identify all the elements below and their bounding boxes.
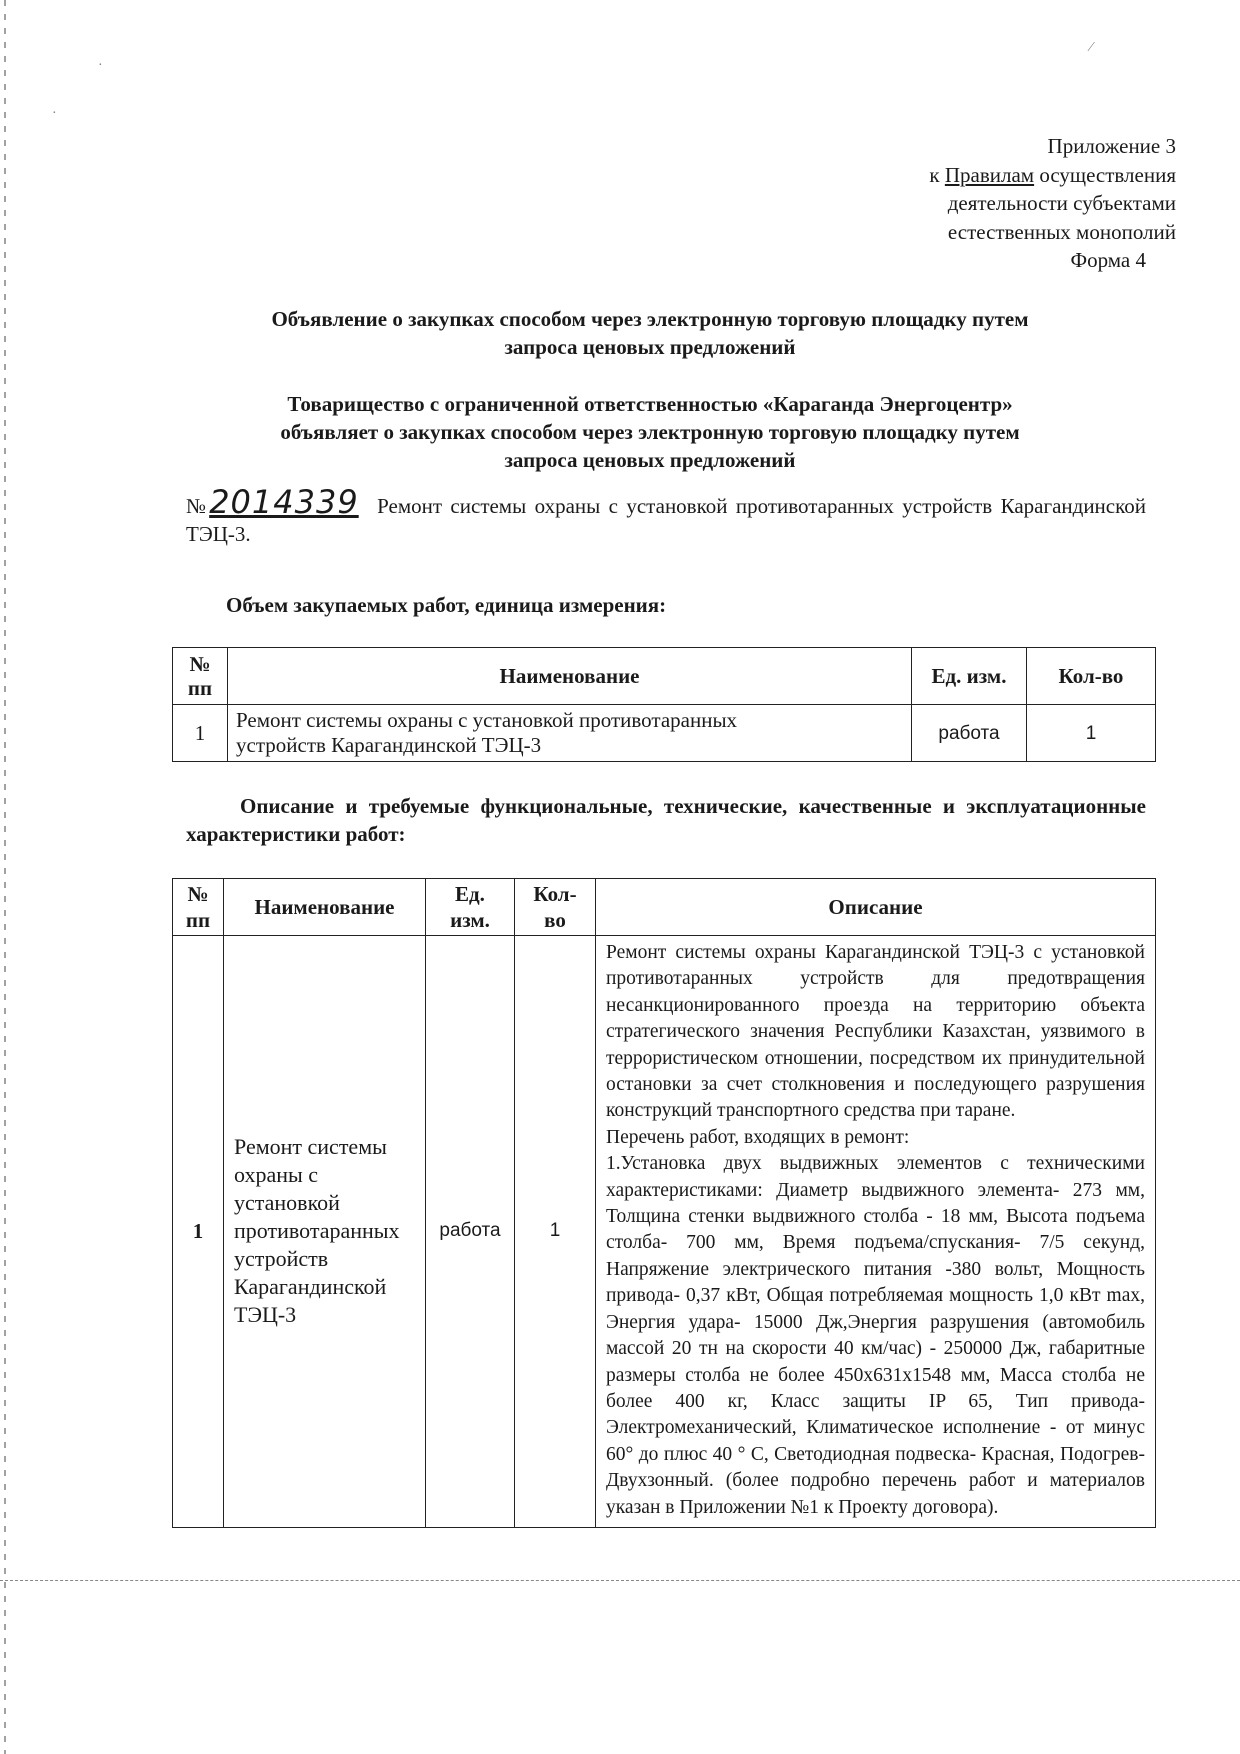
cell-no: 1 xyxy=(173,936,224,1528)
cell-description xyxy=(596,936,1156,1528)
scan-speck: ⁄ xyxy=(1090,40,1093,55)
description-paragraph: 1.Установка двух выдвижных элементов с техническими характеристиками: Диаметр выдвижного элемента- 273 мм, Толщина стенки выдвижного столба - 18 мм, Высота подъема столба- 700 мм, Время подъема/спускания- 7/5 секунд, Напряжение электрического питания -380 вольт, Мощность привода- 0,37 кВт, Общая потребляемая мощность 1,0 кВт max, Энергия удара- 15000 Дж,Энергия разрушения (автомобиль массой 20 тн на скорости 40 км/час) - 250000 Дж, габаритные размеры столба не более 450х631х1548 мм, Масса столба не более 400 кг, Класс защиты IP 65, Тип привода- Электромеханический, Климатическое исполнение - от минус 60° до плюс 40 ° С, Светодиодная подвеска- Красная, Подогрев- Двухзонный. (более подробно перечень работ и материалов указан в Приложении №1 к Проекту договора). xyxy=(606,1153,1145,1518)
form-number: Форма 4 xyxy=(1070,248,1146,272)
header-no: № пп xyxy=(173,879,224,936)
appendix-line: естественных монополий xyxy=(947,219,1176,244)
header-no: № пп xyxy=(173,648,228,705)
header-description: Описание xyxy=(596,879,1156,936)
scan-dashed-line xyxy=(0,1580,1240,1581)
appendix-line: Приложение 3 xyxy=(1047,134,1176,158)
cell-name: Ремонт системы охраны с установкой противотаранных устройств Карагандинской ТЭЦ-3 xyxy=(228,705,912,762)
cell-qty: 1 xyxy=(515,936,596,1528)
rules-link-text: Правилам xyxy=(944,162,1035,187)
header-unit: Ед. изм. xyxy=(912,648,1027,705)
volume-section-title: Объем закупаемых работ, единица измерения: xyxy=(226,593,667,617)
table-row xyxy=(173,936,1156,1528)
cell-no: 1 xyxy=(173,705,228,762)
cell-qty: 1 xyxy=(1027,705,1156,762)
header-unit: Ед. изм. xyxy=(426,879,515,936)
description-paragraph: Перечень работ, входящих в ремонт: xyxy=(606,1126,910,1148)
description-paragraph: Ремонт системы охраны Карагандинской ТЭЦ-3 с установкой противотаранных устройств для предотвращения несанкционированного проезда на территорию объекта стратегического значения Республики Казахстан, уязвимого в террористическом отношении, посредством их принудительной остановки за счет столкновения и последующего разрушения конструкций транспортного средства при таране. xyxy=(606,942,1145,1122)
lot-number-handwritten: 2014339 xyxy=(209,483,359,521)
scan-speck: · xyxy=(98,58,103,73)
lot-number-prefix: № xyxy=(186,494,210,518)
description-section-title: Описание и требуемые функциональные, технические, качественные и эксплуатационные характеристики работ: xyxy=(186,794,1146,846)
description-table xyxy=(172,878,1156,1528)
appendix-line: к Правилам осуществления xyxy=(929,162,1176,187)
lot-line xyxy=(186,483,1146,548)
scan-speck: · xyxy=(52,106,57,121)
header-name: Наименование xyxy=(228,648,912,705)
appendix-line: деятельности субъектами xyxy=(947,191,1176,215)
table-header-row xyxy=(173,879,1156,936)
organizer-heading: Товарищество с ограниченной ответственностью «Караганда Энергоцентр» объявляет о закупках способом через электронную торговую площадку путем запроса ценовых предложений xyxy=(280,392,1020,472)
table-row xyxy=(173,705,1156,762)
appendix-block xyxy=(929,132,1176,275)
announcement-heading: Объявление о закупках способом через электронную торговую площадку путем запроса ценовых предложений xyxy=(271,307,1029,359)
cell-name: Ремонт системы охраны с установкой противотаранных устройств Карагандинской ТЭЦ-3 xyxy=(224,936,426,1528)
header-qty: Кол- во xyxy=(515,879,596,936)
table-header-row xyxy=(173,648,1156,705)
cell-unit: работа xyxy=(426,936,515,1528)
volume-table xyxy=(172,647,1156,762)
header-qty: Кол-во xyxy=(1027,648,1156,705)
header-name: Наименование xyxy=(224,879,426,936)
cell-unit: работа xyxy=(912,705,1027,762)
lot-title: Ремонт системы охраны с установкой противотаранных устройств Карагандинской ТЭЦ-3. xyxy=(186,494,1146,546)
scan-edge-mark xyxy=(4,0,6,1754)
